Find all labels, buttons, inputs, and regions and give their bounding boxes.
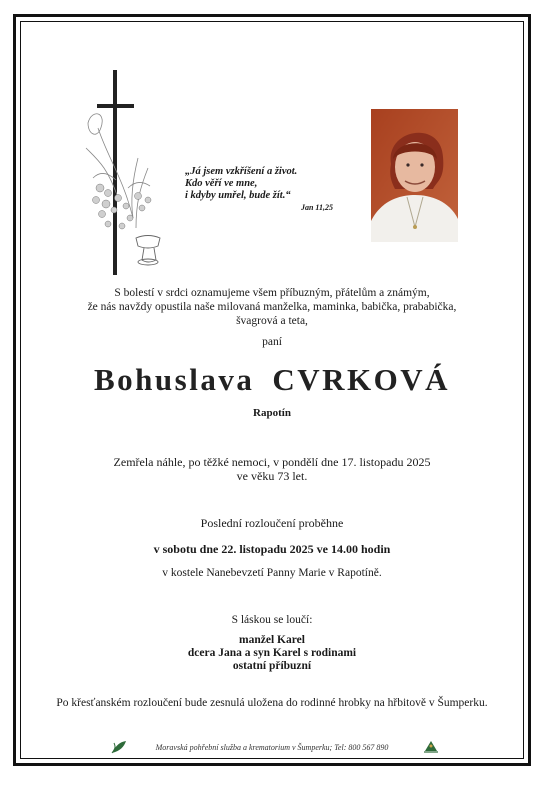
- quote-line-1: „Já jsem vzkříšení a život.: [185, 166, 298, 177]
- cross-with-flowers-icon: [78, 68, 178, 278]
- mourner-item: manžel Karel: [239, 634, 305, 646]
- intro-line-2: že nás navždy opustila naše milovaná manželka, maminka, babička, prababička,: [87, 301, 457, 313]
- intro-line-1: S bolestí v srdci oznamujeme všem příbuzným, přátelům a známým,: [114, 287, 430, 299]
- mourner-item: ostatní příbuzní: [232, 660, 312, 672]
- title-word: paní: [262, 336, 282, 348]
- mourners-list: [20, 634, 524, 673]
- death-line-1: Zemřela náhle, po těžké nemoci, v pondělí dne 17. listopadu 2025: [113, 455, 431, 469]
- first-name: Bohuslava: [93, 362, 255, 397]
- residence: Rapotín: [253, 407, 291, 419]
- farewell-intro: Poslední rozloučení proběhne: [200, 516, 344, 530]
- intro-line-3: švagrová a teta,: [236, 315, 308, 327]
- last-name: CVRKOVÁ: [272, 362, 450, 397]
- deceased-photo: [371, 109, 458, 242]
- quote-line-2: Kdo věří ve mne,: [185, 178, 258, 189]
- farewell-date: v sobotu dne 22. listopadu 2025 ve 14.00 hodin: [153, 542, 391, 556]
- mourners-heading: S láskou se loučí:: [231, 614, 313, 626]
- wreath-logo-icon: [421, 739, 441, 755]
- deceased-name: [20, 362, 524, 398]
- quote-reference: Jan 11,25: [300, 203, 333, 212]
- funeral-service-footer: Moravská pohřební služba a krematorium v Šumperku; Tel: 800 567 890: [155, 743, 389, 752]
- quote-line-3: i kdyby umřel, bude žít.“: [185, 190, 291, 201]
- bible-quote: [185, 166, 345, 214]
- death-line-2: ve věku 73 let.: [236, 469, 308, 483]
- death-info: [20, 455, 524, 483]
- announcement-text: [20, 286, 524, 328]
- burial-note: Po křesťanském rozloučení bude zesnulá uložena do rodinné hrobky na hřbitově v Šumperku.: [56, 697, 488, 709]
- mourner-item: dcera Jana a syn Karel s rodinami: [187, 647, 357, 659]
- farewell-place: v kostele Nanebevzetí Panny Marie v Rapotíně.: [162, 567, 382, 579]
